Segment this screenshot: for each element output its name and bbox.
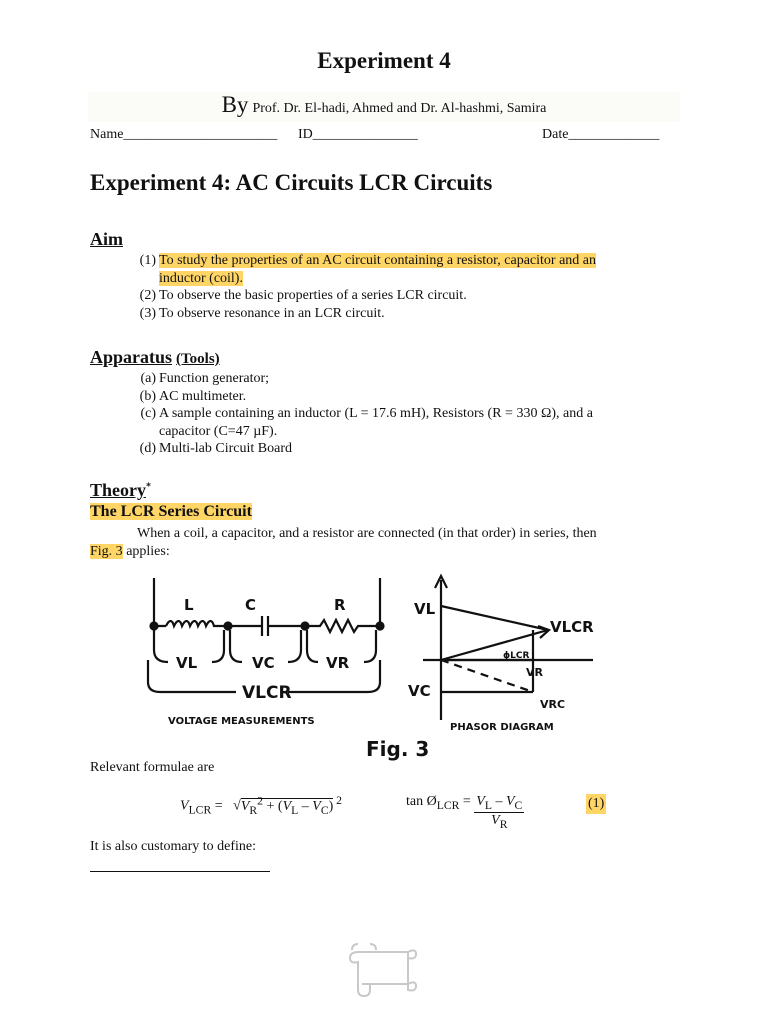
phasor-label-vr: VR — [526, 666, 543, 679]
lcr-subheading: The LCR Series Circuit — [90, 503, 252, 520]
circuit-wire — [154, 578, 166, 626]
name-field[interactable]: Name______________________ — [90, 127, 278, 142]
theory-paragraph — [90, 525, 650, 561]
label-c: C — [245, 596, 257, 614]
denominator — [474, 813, 524, 831]
symbol-v: V — [312, 798, 321, 814]
resistor-symbol — [313, 578, 380, 632]
scroll-ornament-icon — [348, 940, 420, 998]
phasor-label-vl: VL — [414, 600, 436, 618]
list-item — [114, 252, 644, 287]
radicand — [240, 794, 334, 817]
symbol-v: V — [282, 798, 292, 814]
lcr-subheading-wrap — [90, 503, 252, 521]
phasor-caption: PHASOR DIAGRAM — [450, 722, 554, 733]
by-word: By — [221, 92, 249, 117]
item-marker: (a) — [140, 371, 156, 386]
operator: ) — [328, 798, 334, 814]
subscript: L — [291, 803, 299, 817]
item-marker: (c) — [140, 406, 156, 421]
list-item — [114, 405, 644, 440]
phasor-diagram — [366, 576, 594, 761]
subscript: LCR — [188, 803, 212, 817]
vl-to-vlcr-line — [441, 606, 548, 630]
label-l: L — [184, 596, 194, 614]
paragraph-tail: applies: — [126, 544, 170, 559]
theory-heading: Theory — [90, 480, 146, 500]
item-marker: (2) — [139, 288, 156, 303]
item-marker: (1) — [139, 253, 156, 268]
tan-phi: tan Ø — [406, 794, 437, 809]
footnote-star: * — [146, 481, 151, 493]
numerator — [474, 794, 524, 813]
fig3-diagram — [138, 570, 608, 770]
tan-equation — [406, 794, 524, 831]
equals-sign: = — [459, 794, 475, 809]
page-title: Experiment 4 — [317, 48, 451, 73]
author-names: Prof. Dr. El-hadi, Ahmed and Dr. Al-hashmi, Samira — [252, 101, 547, 116]
node-dot — [302, 623, 309, 630]
symbol-v: V — [476, 794, 485, 809]
fig-reference[interactable]: Fig. 3 — [90, 544, 123, 559]
item-marker: (d) — [139, 441, 156, 456]
subscript: R — [249, 803, 258, 817]
aim-heading: Aim — [90, 229, 123, 249]
date-field[interactable]: Date_____________ — [542, 127, 660, 142]
subscript: R — [499, 817, 508, 831]
footnote-separator — [90, 871, 270, 872]
apparatus-subtitle: (Tools) — [176, 351, 220, 367]
circuit-diagram — [148, 578, 384, 727]
list-item — [114, 287, 644, 305]
symbol-v: V — [491, 812, 500, 828]
list-item — [114, 370, 644, 388]
node-dot — [151, 623, 158, 630]
author-line — [88, 92, 680, 122]
sqrt-sign: √ — [233, 798, 241, 814]
define-text: It is also customary to define: — [90, 839, 257, 854]
apparatus-list — [114, 370, 644, 458]
operator: + ( — [263, 798, 283, 814]
label-vc: VC — [252, 654, 275, 672]
phasor-label-vlcr: VLCR — [550, 618, 594, 636]
id-field[interactable]: ID_______________ — [298, 127, 418, 142]
subscript: LCR — [436, 798, 460, 812]
item-text: To observe resonance in an LCR circuit. — [159, 305, 385, 321]
label-vr: VR — [326, 654, 350, 672]
phasor-label-vc: VC — [408, 682, 431, 700]
list-item — [114, 388, 644, 406]
theory-heading-row — [90, 480, 151, 501]
formulae-intro: Relevant formulae are — [90, 760, 215, 775]
vlcr-equation — [180, 794, 342, 816]
aim-list — [114, 252, 644, 322]
equation-block — [180, 790, 640, 840]
item-text: Multi-lab Circuit Board — [159, 441, 292, 456]
symbol-v: V — [505, 794, 515, 809]
equation-number: (1) — [586, 794, 606, 814]
item-marker: (3) — [139, 305, 156, 321]
equals-sign: = — [211, 798, 227, 814]
superscript: 2 — [257, 794, 263, 807]
label-r: R — [334, 596, 346, 614]
item-text: To study the properties of an AC circuit containing a resistor, capacitor and an inductor (coil). — [159, 253, 596, 286]
operator: – — [298, 798, 313, 814]
experiment-heading: Experiment 4: AC Circuits LCR Circuits — [90, 170, 493, 195]
item-text: A sample containing an inductor (L = 17.6 mH), Resistors (R = 330 Ω), and a capacitor (C=47 µF). — [159, 406, 593, 439]
symbol-v: V — [240, 798, 250, 814]
subscript: C — [320, 803, 329, 817]
paragraph-line: When a coil, a capacitor, and a resistor are connected (in that order) in series, then — [137, 526, 597, 541]
operator: – — [491, 794, 506, 809]
apparatus-heading: Apparatus — [90, 347, 173, 367]
label-vl: VL — [176, 654, 198, 672]
fig-label: Fig. 3 — [366, 737, 430, 761]
node-dot — [377, 623, 384, 630]
inductor-symbol — [166, 621, 258, 626]
subscript: L — [484, 798, 492, 812]
symbol-v: V — [180, 798, 189, 814]
node-dot — [225, 623, 232, 630]
item-text: AC multimeter. — [159, 388, 247, 404]
apparatus-heading-row — [90, 347, 220, 368]
fraction — [474, 794, 524, 831]
item-text: To observe the basic properties of a series LCR circuit. — [159, 288, 467, 303]
circuit-caption: VOLTAGE MEASUREMENTS — [168, 716, 315, 727]
label-vlcr: VLCR — [242, 683, 292, 703]
subscript: C — [514, 798, 523, 812]
phasor-label-phi: ϕLCR — [503, 651, 530, 661]
item-marker: (b) — [139, 388, 156, 404]
superscript: 2 — [333, 794, 343, 807]
list-item — [114, 305, 644, 323]
vrc-phasor-dashed — [441, 660, 533, 692]
list-item — [114, 440, 644, 458]
phasor-label-vrc: VRC — [540, 698, 566, 711]
item-text: Function generator; — [159, 371, 270, 386]
paragraph-line — [90, 543, 650, 561]
